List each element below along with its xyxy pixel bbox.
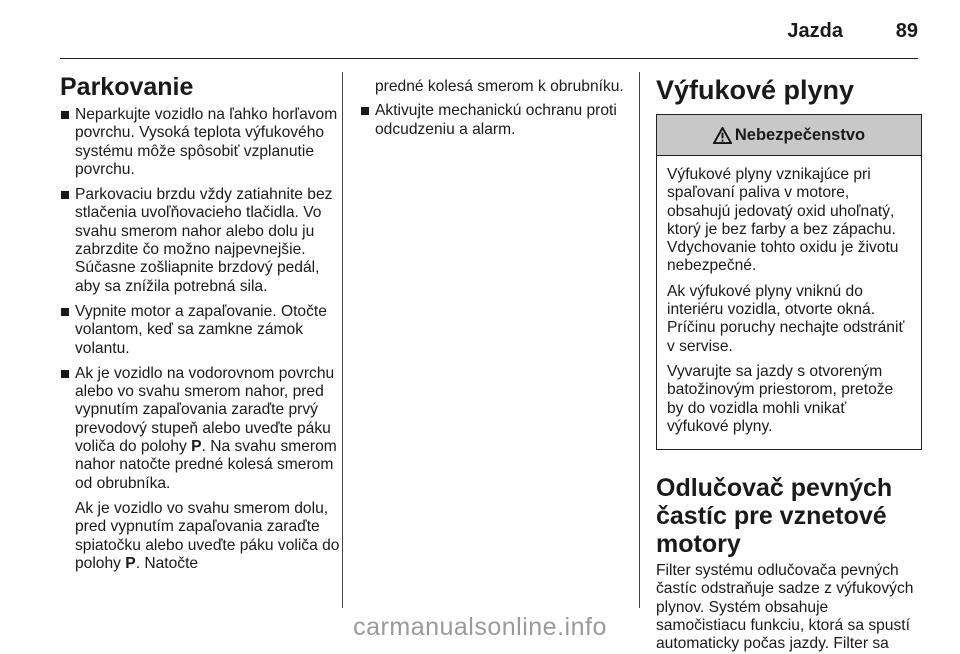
list-item: Parkovaciu brzdu vždy zatiahnite bez stlačenia uvoľňovacieho tlačidla. Vo svahu smerom nahor alebo dolu ju zabrzdite čo možno najpevnejšie. Súčasne zošliapnite brzdový pedál, aby sa znížila potrebná sila. [60, 186, 340, 296]
gear-position-label: P [191, 438, 202, 456]
particle-filter-paragraph: Filter systému odlučovača pevných častíc odstraňuje sadze z výfukových plynov. Systém obsahuje samočistiacu funkciu, ktorá sa spustí automaticky počas jazdy. Filter sa [656, 562, 914, 653]
list-item: Vypnite motor a zapaľovanie. Otočte volantom, keď sa zamkne zámok volantu. [60, 303, 340, 358]
column-divider-left [342, 72, 343, 608]
list-subparagraph: Ak je vozidlo vo svahu smerom dolu, pred vypnutím zapaľovania zaraďte spiatočku alebo uveďte páku voliča do polohy P. Natočte [75, 499, 340, 572]
page-number: 89 [895, 20, 918, 42]
heading-parkovanie: Parkovanie [60, 73, 194, 101]
square-bullet-icon [61, 111, 69, 119]
warning-paragraph: Ak výfukové plyny vniknú do interiéru vozidla, otvorte okná. Príčinu poruchy nechajte odstrániť v servise. [667, 282, 905, 355]
watermark-text: carmanualsonline.info [353, 613, 607, 641]
section-name: Jazda [787, 20, 843, 42]
heading-particle-filter: Odlučovač pevných častíc pre vznetové motory [656, 474, 893, 559]
square-bullet-icon [61, 370, 69, 378]
danger-warning-box [656, 114, 922, 450]
list-item: Neparkujte vozidlo na ľahko horľavom povrchu. Vysoká teplota výfukového systému môže spôsobiť vzplanutie povrchu. [60, 106, 340, 179]
left-column [60, 72, 340, 579]
list-item: Aktivujte mechanickú ochranu proti odcudzeniu a alarm. [360, 102, 632, 139]
warning-header [657, 115, 921, 156]
warning-paragraph: Výfukové plyny vznikajúce pri spaľovaní paliva v motore, obsahujú jedovatý oxid uhoľnatý, ktorý je bez farby a bez zápachu. Vdychovanie tohto oxidu je životu nebezpečné. [667, 166, 899, 275]
gear-position-label: P [125, 554, 136, 572]
warning-triangle-icon [713, 127, 732, 144]
list-item: Ak je vozidlo na vodorovnom povrchu alebo vo svahu smerom nahor, pred vypnutím zapaľovania zaraďte prvý prevodový stupeň alebo uveďte páku voliča do polohy P. Na svahu smerom nahor natočte predné kolesá smerom od obrubníka. [60, 365, 340, 493]
warning-body [657, 156, 921, 449]
warning-paragraph: Vyvarujte sa jazdy s otvoreným batožinovým priestorom, pretože by do vozidla mohli vnikať výfukové plyny. [667, 362, 894, 435]
parking-bullet-list [60, 106, 340, 493]
column-divider-right [639, 72, 640, 608]
warning-title: Nebezpečenstvo [734, 125, 866, 144]
square-bullet-icon [61, 308, 69, 316]
square-bullet-icon [361, 107, 369, 115]
parking-bullet-list-continued [360, 102, 632, 139]
list-continuation: predné kolesá smerom k obrubníku. [375, 78, 624, 95]
page-header [60, 16, 918, 59]
square-bullet-icon [61, 191, 69, 199]
right-column [656, 72, 922, 654]
heading-vyfukove-plyny: Výfukové plyny [656, 75, 855, 105]
middle-column [360, 78, 632, 146]
